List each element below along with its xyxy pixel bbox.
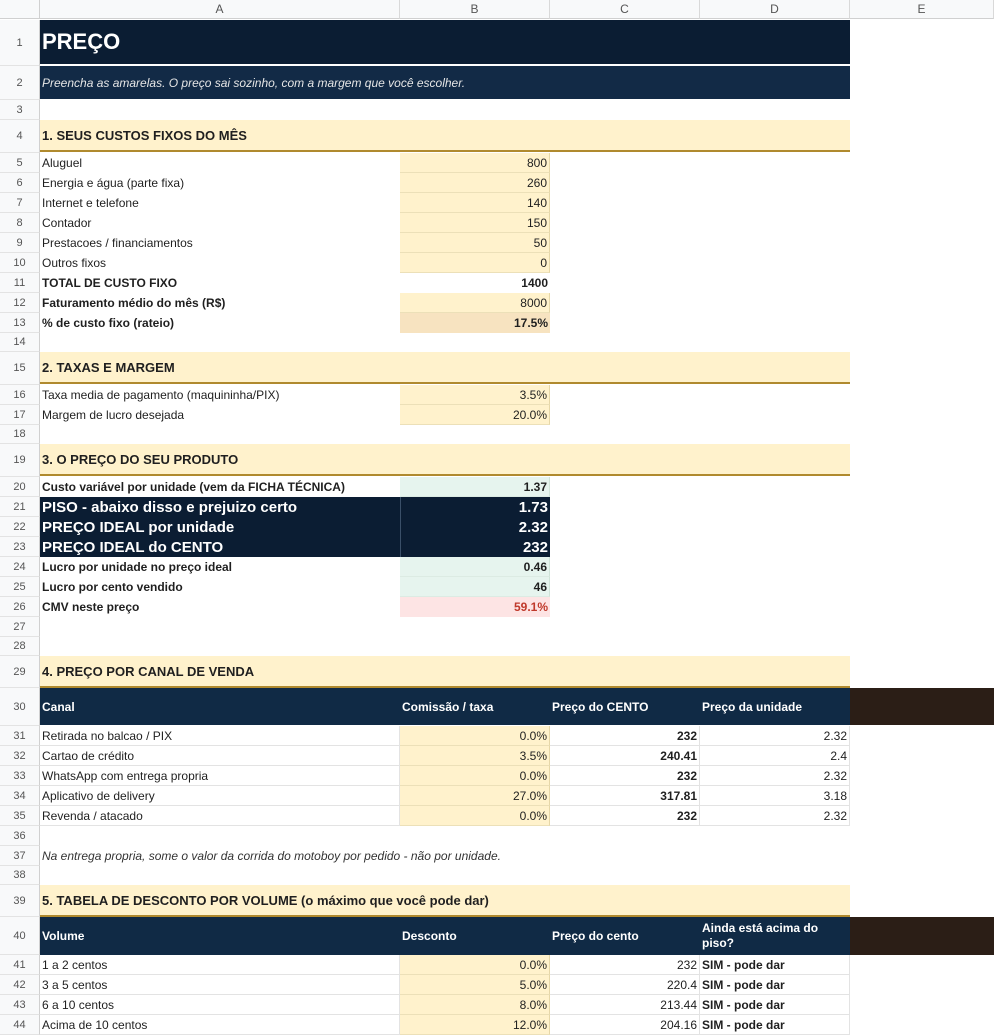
volume-range[interactable]: 3 a 5 centos: [40, 975, 400, 995]
channel-name[interactable]: Retirada no balcao / PIX: [40, 726, 400, 746]
row-header[interactable]: 26: [0, 597, 40, 617]
row-header[interactable]: 23: [0, 537, 40, 557]
variable-cost-label: Custo variável por unidade (vem da FICHA TÉCNICA): [42, 480, 345, 494]
row-header[interactable]: 35: [0, 806, 40, 826]
row-header[interactable]: 40: [0, 917, 40, 955]
subtitle: Preencha as amarelas. O preço sai sozinho, com a margem que você escolher.: [40, 66, 850, 99]
row-header[interactable]: 5: [0, 153, 40, 173]
ideal-unit-price-label: PREÇO IDEAL por unidade: [40, 517, 400, 537]
channel-unit-price[interactable]: 3.18: [700, 786, 850, 806]
fixed-cost-input[interactable]: 150: [400, 213, 550, 233]
row-header[interactable]: 28: [0, 637, 40, 656]
row-header[interactable]: 38: [0, 866, 40, 885]
table-header-channel: Canal: [40, 688, 400, 725]
above-floor-status[interactable]: SIM - pode dar: [700, 995, 850, 1015]
row-header[interactable]: 39: [0, 885, 40, 917]
section-3-title: 3. O PREÇO DO SEU PRODUTO: [40, 444, 850, 476]
row-header[interactable]: 34: [0, 786, 40, 806]
channel-commission-input[interactable]: 27.0%: [400, 786, 550, 806]
unit-profit-label: Lucro por unidade no preço ideal: [42, 560, 233, 574]
fixed-cost-label: Aluguel: [42, 156, 83, 170]
row-header[interactable]: 14: [0, 333, 40, 352]
section-4-title: 4. PREÇO POR CANAL DE VENDA: [40, 656, 850, 688]
row-header[interactable]: 25: [0, 577, 40, 597]
channel-unit-price[interactable]: 2.4: [700, 746, 850, 766]
row-header[interactable]: 44: [0, 1015, 40, 1035]
above-floor-status[interactable]: SIM - pode dar: [700, 975, 850, 995]
cmv-value[interactable]: 59.1%: [400, 597, 550, 617]
fixed-cost-label: Outros fixos: [42, 256, 107, 270]
row-header[interactable]: 10: [0, 253, 40, 273]
unit-profit-value[interactable]: 0.46: [400, 557, 550, 577]
ideal-hundred-price-value[interactable]: 232: [400, 537, 550, 557]
revenue-input[interactable]: 8000: [400, 293, 550, 313]
profit-margin-label: Margem de lucro desejada: [42, 408, 185, 422]
channel-unit-price[interactable]: 2.32: [700, 766, 850, 786]
row-header[interactable]: 17: [0, 405, 40, 425]
row-header[interactable]: 22: [0, 517, 40, 537]
channel-name[interactable]: Aplicativo de delivery: [40, 786, 400, 806]
row-header[interactable]: 8: [0, 213, 40, 233]
fixed-cost-input[interactable]: 0: [400, 253, 550, 273]
discount-input[interactable]: 12.0%: [400, 1015, 550, 1035]
row-header[interactable]: 32: [0, 746, 40, 766]
column-header-d[interactable]: D: [700, 0, 850, 19]
row-header[interactable]: 9: [0, 233, 40, 253]
row-header[interactable]: 31: [0, 726, 40, 746]
ideal-hundred-price-label: PREÇO IDEAL do CENTO: [40, 537, 400, 557]
row-header[interactable]: 4: [0, 120, 40, 153]
row-header[interactable]: 42: [0, 975, 40, 995]
channel-hundred-price[interactable]: 240.41: [550, 746, 700, 766]
revenue-label: Faturamento médio do mês (R$): [42, 296, 226, 310]
table-header-discount: Desconto: [400, 917, 550, 955]
fixed-cost-label: Prestacoes / financiamentos: [42, 236, 193, 250]
profit-margin-input[interactable]: 20.0%: [400, 405, 550, 425]
channel-commission-input[interactable]: 0.0%: [400, 766, 550, 786]
table-header-unit-price: Preço da unidade: [700, 688, 850, 725]
volume-range[interactable]: Acima de 10 centos: [40, 1015, 400, 1035]
discounted-hundred-price[interactable]: 232: [550, 955, 700, 975]
channel-hundred-price[interactable]: 317.81: [550, 786, 700, 806]
row-header[interactable]: 19: [0, 444, 40, 477]
table-header-above-floor: Ainda está acima do piso?: [700, 917, 850, 955]
row-header[interactable]: 36: [0, 826, 40, 846]
page-title: PREÇO: [40, 20, 850, 64]
row-header[interactable]: 3: [0, 100, 40, 120]
fixed-cost-label: Contador: [42, 216, 92, 230]
column-header-b[interactable]: B: [400, 0, 550, 19]
channel-hundred-price[interactable]: 232: [550, 726, 700, 746]
fixed-cost-pct-value[interactable]: 17.5%: [400, 313, 550, 333]
table-header-commission: Comissão / taxa: [400, 688, 550, 725]
row-header[interactable]: 30: [0, 688, 40, 726]
payment-fee-input[interactable]: 3.5%: [400, 385, 550, 405]
table-header-hundred-price: Preço do cento: [550, 917, 700, 955]
row-header[interactable]: 41: [0, 955, 40, 975]
hundred-profit-value[interactable]: 46: [400, 577, 550, 597]
channel-hundred-price[interactable]: 232: [550, 806, 700, 826]
fixed-cost-input[interactable]: 260: [400, 173, 550, 193]
discount-input[interactable]: 8.0%: [400, 995, 550, 1015]
column-header-c[interactable]: C: [550, 0, 700, 19]
row-header[interactable]: 13: [0, 313, 40, 333]
channel-hundred-price[interactable]: 232: [550, 766, 700, 786]
select-all-corner[interactable]: [0, 0, 40, 19]
row-header[interactable]: 18: [0, 425, 40, 444]
channel-unit-price[interactable]: 2.32: [700, 806, 850, 826]
floor-price-label: PISO - abaixo disso e prejuizo certo: [40, 497, 400, 517]
row-header[interactable]: 6: [0, 173, 40, 193]
variable-cost-value[interactable]: 1.37: [400, 477, 550, 497]
above-floor-status[interactable]: SIM - pode dar: [700, 1015, 850, 1035]
payment-fee-label: Taxa media de pagamento (maquininha/PIX): [42, 388, 280, 402]
row-header[interactable]: 33: [0, 766, 40, 786]
row-header[interactable]: 11: [0, 273, 40, 293]
row-header[interactable]: 27: [0, 617, 40, 637]
table-header-volume: Volume: [40, 917, 400, 955]
channel-name[interactable]: Cartao de crédito: [40, 746, 400, 766]
fixed-cost-pct-label: % de custo fixo (rateio): [42, 316, 175, 330]
header-fill-e: [850, 688, 994, 725]
row-header[interactable]: 15: [0, 352, 40, 385]
volume-range[interactable]: 6 a 10 centos: [40, 995, 400, 1015]
row-header[interactable]: 29: [0, 656, 40, 688]
discounted-hundred-price[interactable]: 213.44: [550, 995, 700, 1015]
row-header[interactable]: 7: [0, 193, 40, 213]
discount-input[interactable]: 0.0%: [400, 955, 550, 975]
fixed-cost-input[interactable]: 50: [400, 233, 550, 253]
ideal-unit-price-value[interactable]: 2.32: [400, 517, 550, 537]
header-fill-e: [850, 917, 994, 955]
row-header[interactable]: 2: [0, 66, 40, 100]
hundred-profit-label: Lucro por cento vendido: [42, 580, 183, 594]
channel-name[interactable]: Revenda / atacado: [40, 806, 400, 826]
discounted-hundred-price[interactable]: 204.16: [550, 1015, 700, 1035]
column-header-e[interactable]: E: [850, 0, 994, 19]
column-header-a[interactable]: A: [40, 0, 400, 19]
cmv-label: CMV neste preço: [42, 600, 140, 614]
fixed-cost-label: Energia e água (parte fixa): [42, 176, 185, 190]
row-header[interactable]: 24: [0, 557, 40, 577]
delivery-note: Na entrega propria, some o valor da corrida do motoboy por pedido - não por unidade.: [42, 849, 501, 863]
row-header[interactable]: 21: [0, 497, 40, 517]
section-1-title: 1. SEUS CUSTOS FIXOS DO MÊS: [40, 120, 850, 152]
discount-input[interactable]: 5.0%: [400, 975, 550, 995]
channel-commission-input[interactable]: 0.0%: [400, 806, 550, 826]
row-header[interactable]: 37: [0, 846, 40, 866]
fixed-cost-input[interactable]: 800: [400, 153, 550, 173]
row-header[interactable]: 1: [0, 20, 40, 66]
total-fixed-cost-value[interactable]: 1400: [521, 276, 548, 290]
volume-range[interactable]: 1 a 2 centos: [40, 955, 400, 975]
row-header[interactable]: 43: [0, 995, 40, 1015]
channel-commission-input[interactable]: 3.5%: [400, 746, 550, 766]
fixed-cost-label: Internet e telefone: [42, 196, 139, 210]
above-floor-status[interactable]: SIM - pode dar: [700, 955, 850, 975]
section-2-title: 2. TAXAS E MARGEM: [40, 352, 850, 384]
channel-unit-price[interactable]: 2.32: [700, 726, 850, 746]
row-header[interactable]: 16: [0, 385, 40, 405]
row-header[interactable]: 20: [0, 477, 40, 497]
fixed-cost-input[interactable]: 140: [400, 193, 550, 213]
discounted-hundred-price[interactable]: 220.4: [550, 975, 700, 995]
section-5-title: 5. TABELA DE DESCONTO POR VOLUME (o máximo que você pode dar): [40, 885, 850, 917]
total-fixed-cost-label: TOTAL DE CUSTO FIXO: [42, 276, 178, 290]
channel-commission-input[interactable]: 0.0%: [400, 726, 550, 746]
row-header[interactable]: 12: [0, 293, 40, 313]
channel-name[interactable]: WhatsApp com entrega propria: [40, 766, 400, 786]
floor-price-value[interactable]: 1.73: [400, 497, 550, 517]
table-header-hundred-price: Preço do CENTO: [550, 688, 700, 725]
